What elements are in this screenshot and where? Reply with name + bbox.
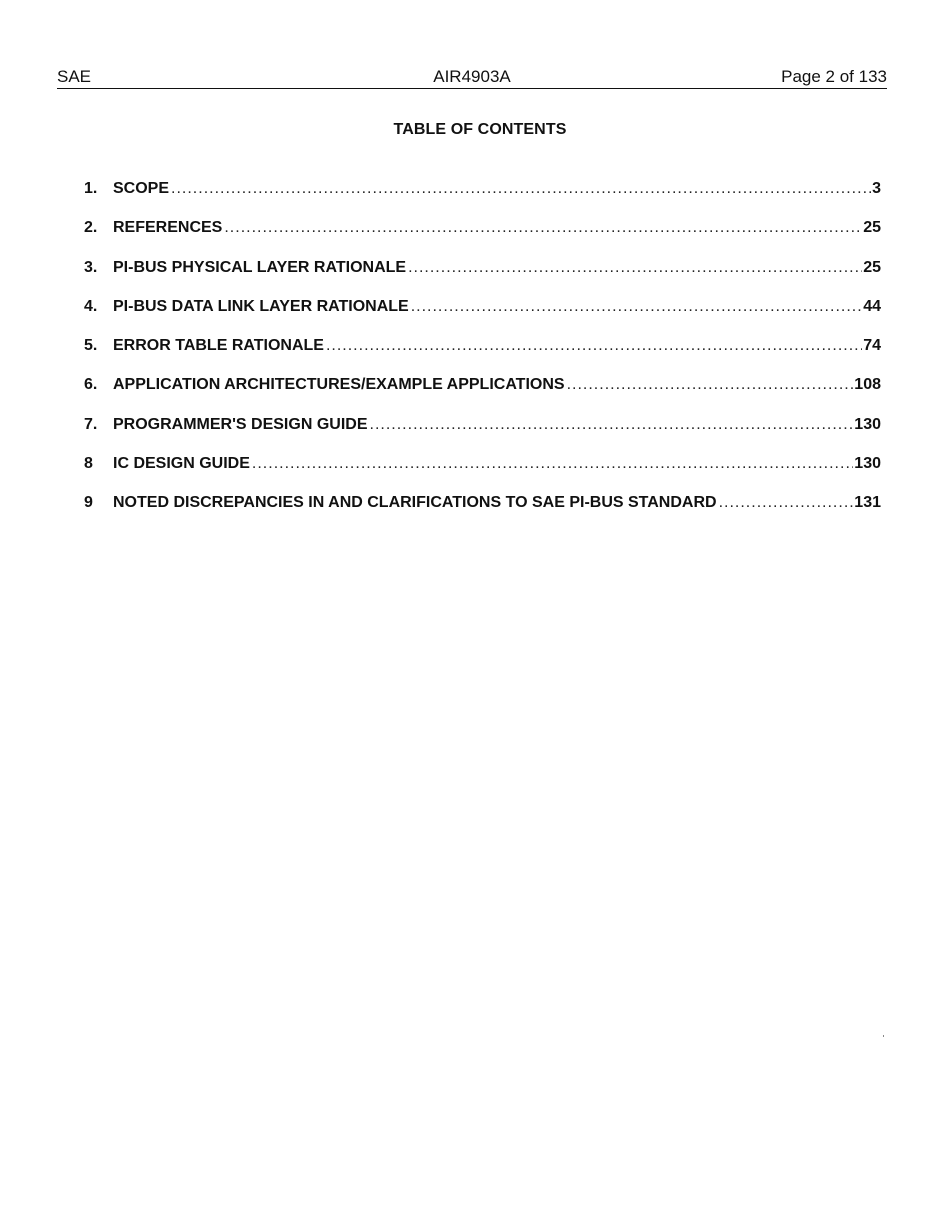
toc-entry[interactable] [84,494,881,533]
toc-entry-page: 74 [863,337,881,355]
toc-entry-label: NOTED DISCREPANCIES IN AND CLARIFICATIONS TO SAE PI-BUS STANDARD [113,494,717,512]
toc-entry-page: 130 [854,455,881,473]
toc-entry-label: PROGRAMMER'S DESIGN GUIDE [113,415,368,433]
toc-entry-label: ERROR TABLE RATIONALE [113,337,324,355]
toc-entry-page: 3 [872,180,881,197]
toc-entry-label: SCOPE [113,180,170,197]
toc-entry-label: APPLICATION ARCHITECTURES/EXAMPLE APPLICATIONS [113,376,565,394]
toc-title: TABLE OF CONTENTS [393,121,567,138]
header-page-number: Page 2 of 133 [781,67,887,86]
toc-entry-number: 5. [84,337,98,355]
toc-entry-number: 8 [84,455,93,473]
toc-entry-label: IC DESIGN GUIDE [113,455,250,473]
toc-entry-number: 1. [84,180,98,197]
toc-entry-number: 3. [84,258,98,276]
dot-leader [408,259,862,277]
toc-entry-page: 108 [854,376,881,394]
toc-entry-number: 2. [84,219,98,237]
toc-entry[interactable] [84,337,881,376]
toc-entry[interactable] [84,455,881,494]
dot-leader [719,494,854,512]
toc-entry-label: PI-BUS DATA LINK LAYER RATIONALE [113,297,409,315]
toc-entry-number: 4. [84,297,98,315]
toc-entry-page: 25 [863,219,881,237]
dot-leader [171,180,871,198]
toc-entry-number: 9 [84,494,93,512]
toc-entry[interactable] [84,298,881,337]
toc-entry-label: REFERENCES [113,219,223,237]
header-organization: SAE [57,67,92,86]
table-of-contents [84,180,881,534]
toc-entry-page: 25 [863,258,881,276]
scan-speck [883,1035,884,1037]
toc-entry[interactable] [84,376,881,415]
toc-entry-page: 130 [854,415,881,433]
toc-entry-number: 7. [84,415,98,433]
toc-entry-page: 131 [854,494,881,512]
dot-leader [326,337,862,355]
toc-entry-number: 6. [84,376,98,394]
page-header [57,66,887,89]
header-document-number: AIR4903A [433,67,511,86]
toc-entry-label: PI-BUS PHYSICAL LAYER RATIONALE [113,258,407,276]
toc-entry[interactable] [84,259,881,298]
dot-leader [252,455,853,473]
dot-leader [370,416,854,434]
dot-leader [567,376,854,394]
toc-entry[interactable] [84,180,881,219]
toc-entry[interactable] [84,416,881,455]
toc-entry[interactable] [84,219,881,258]
dot-leader [411,298,863,316]
dot-leader [224,219,862,237]
toc-entry-page: 44 [863,297,881,315]
